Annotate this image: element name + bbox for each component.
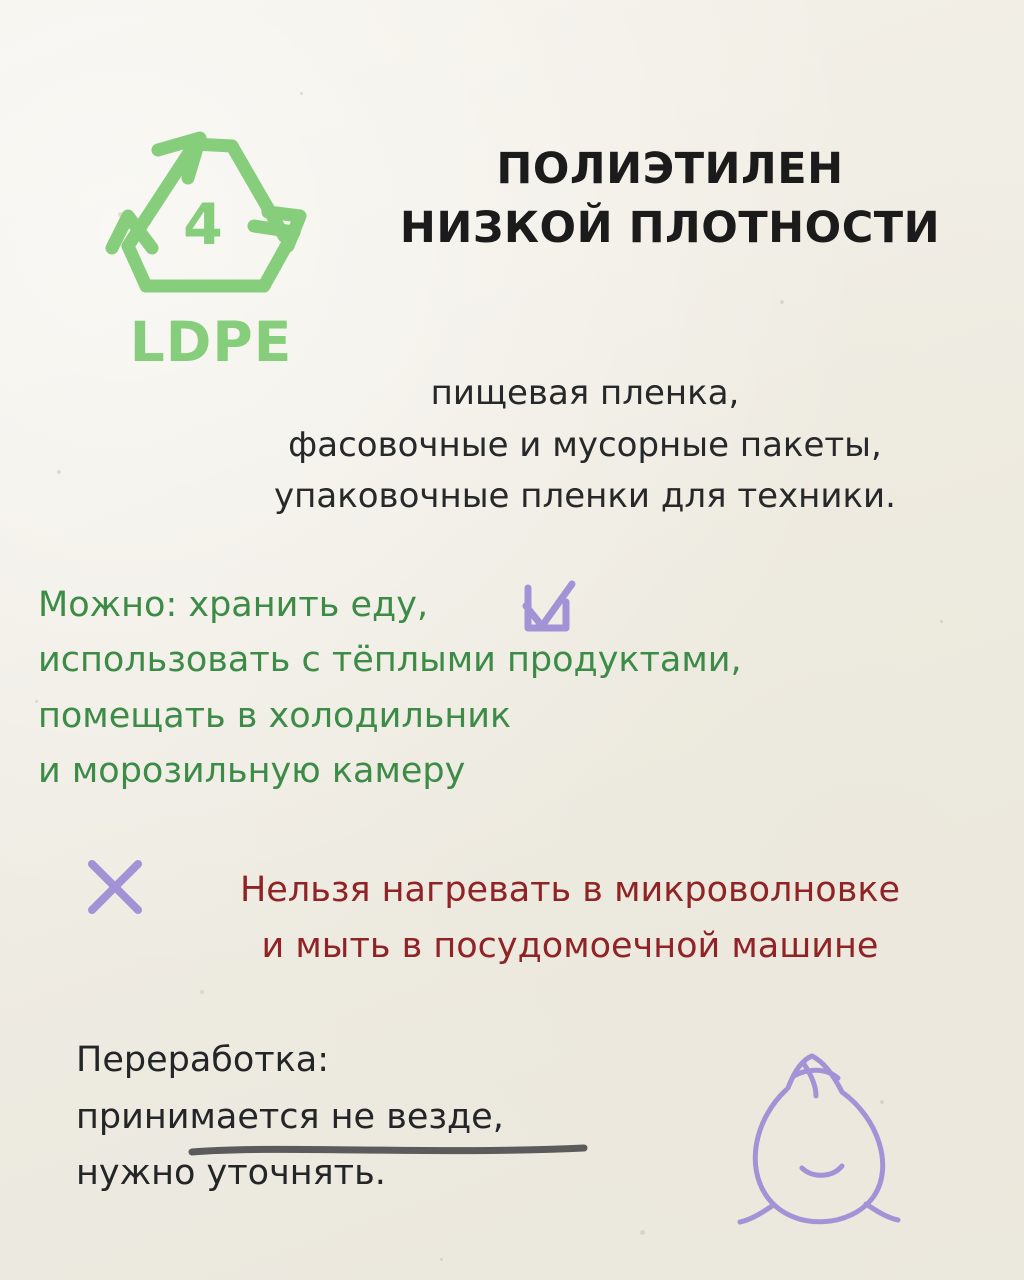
forbidden-block (150, 862, 990, 974)
resin-abbreviation: LDPE (129, 310, 293, 374)
allowed-line-3: помещать в холодильник (38, 695, 512, 736)
page-title (360, 140, 980, 259)
forbidden-line-1: Нельзя нагревать в микроволновке (239, 870, 900, 910)
page-title-line-2: НИЗКОЙ ПЛОТНОСТИ (399, 203, 941, 254)
resin-number: 4 (183, 192, 223, 258)
page-title-line-1: ПОЛИЭТИЛЕН (496, 144, 844, 194)
allowed-line-2: использовать с тёплыми продуктами, (38, 640, 742, 681)
paper-speck (640, 1230, 645, 1235)
allowed-line-1: Можно: хранить еду, (38, 585, 429, 625)
paper-speck (440, 1258, 443, 1261)
allowed-block (38, 578, 958, 799)
usage-description (180, 368, 990, 523)
allowed-line-4: и морозильную камеру (38, 750, 466, 791)
plastic-bag-doodle-icon (716, 1046, 906, 1241)
recycling-line-2: принимается не везде, (76, 1096, 504, 1137)
check-mark-icon (516, 576, 586, 646)
paper-speck (300, 92, 303, 95)
underline-stroke-icon (188, 1143, 588, 1157)
paper-speck (57, 470, 61, 474)
recycling-line-3: нужно уточнять. (76, 1153, 386, 1194)
resin-code-mark (88, 120, 318, 385)
forbidden-line-2: и мыть в посудомоечной машине (261, 926, 879, 966)
usage-line-3: упаковочные пленки для техники. (274, 476, 896, 517)
recycling-block (76, 1032, 696, 1202)
cross-mark-icon (84, 856, 146, 918)
usage-line-1: пищевая пленка, (430, 373, 740, 413)
paper-speck (780, 300, 784, 304)
usage-line-2: фасовочные и мусорные пакеты, (288, 424, 882, 465)
paper-speck (200, 990, 204, 994)
recycling-line-1: Переработка: (76, 1040, 330, 1080)
